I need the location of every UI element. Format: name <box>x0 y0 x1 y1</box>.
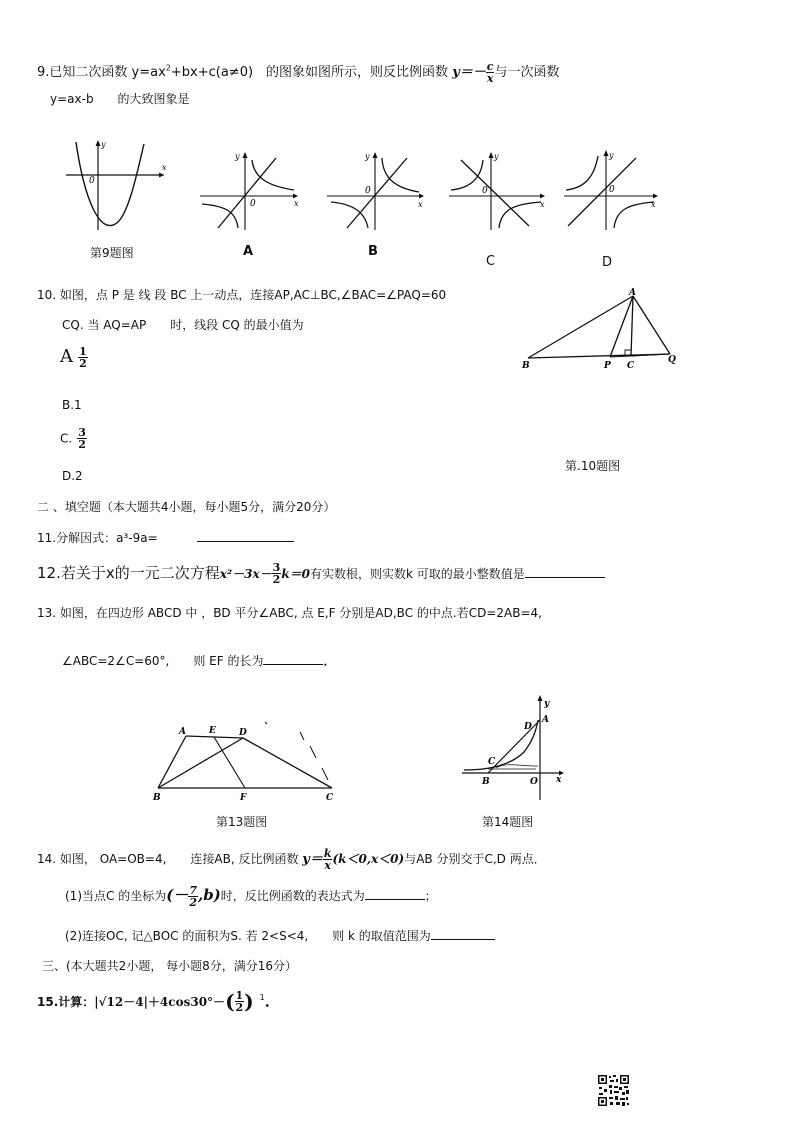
q14-fig-caption: 第14题图 <box>482 815 534 829</box>
q15-expr: |√12－4|＋4cos30°－ <box>94 995 226 1009</box>
q10-option-d: D.2 <box>62 469 83 483</box>
q15-prefix: 15.计算： <box>37 995 95 1009</box>
q12-prefix: 12.若关于x的一元二次方程 <box>37 564 220 582</box>
q9-option-a-label: A <box>243 244 254 259</box>
svg-text:B: B <box>153 793 161 803</box>
svg-text:y: y <box>365 152 370 161</box>
svg-text:0: 0 <box>482 186 488 196</box>
q14-line1-text: 14. 如图， OA=OB=4, 连接AB, 反比例函数 <box>37 852 299 866</box>
q10-option-a-frac: $\frac{1}{2}$ <box>79 345 87 370</box>
q11-line <box>37 529 294 546</box>
q15-sup: 1 <box>259 992 265 1002</box>
svg-text:F: F <box>240 793 247 803</box>
svg-text:A: A <box>629 288 636 298</box>
q13-line2-text: ∠ABC=2∠C=60°, 则 EF 的长为 <box>62 654 264 668</box>
q9-prefix: 9.已知二次函数 y=ax <box>37 65 166 80</box>
q14-sub1-coord-pre: (－ <box>166 886 189 904</box>
svg-text:D: D <box>239 728 247 738</box>
q15-line: 15.计算：|√12－4|＋4cos30°－( $\frac{1}{2}$ ) $^1$． <box>37 989 281 1014</box>
svg-text:0: 0 <box>250 199 256 209</box>
q9-option-c-graph <box>447 150 551 232</box>
q10-option-a <box>60 346 88 369</box>
q14-sub1-text: (1)当点C 的坐标为 <box>65 889 167 903</box>
svg-text:A: A <box>179 727 186 737</box>
q14-line1-end: 与AB 分别交于C,D 两点． <box>404 852 546 866</box>
q14-sub1-coord-post: ,b) <box>197 886 221 904</box>
q9-sup: 2 <box>165 63 171 73</box>
q14-sub1-end: ； <box>424 889 437 903</box>
svg-text:C: C <box>488 757 496 767</box>
q13-figure <box>152 718 342 804</box>
q14-sub2-blank[interactable] <box>431 927 495 940</box>
svg-text:Q: Q <box>668 355 676 365</box>
svg-text:x: x <box>540 200 545 209</box>
svg-text:E: E <box>209 726 216 736</box>
section2-title: 二 、填空题（本大题共4小题，每小题5分，满分20分） <box>37 500 336 514</box>
svg-text:x: x <box>294 199 299 208</box>
svg-text:B: B <box>522 361 530 371</box>
q14-sub1-blank[interactable] <box>365 887 425 900</box>
q14-func-cond: (k＜0,x＜0) <box>332 852 405 866</box>
q9-option-a-graph <box>198 150 304 232</box>
q10-figure <box>520 288 685 378</box>
q12-answer-blank[interactable] <box>525 565 605 578</box>
q14-line1 <box>37 848 546 871</box>
q11-text: 11.分解因式：a³-9a= <box>37 531 158 545</box>
q9-line1 <box>37 61 559 84</box>
svg-text:y: y <box>101 140 106 149</box>
svg-text:C: C <box>326 793 334 803</box>
q12-suffix: 有实数根，则实数k 可取的最小整数值是 <box>309 567 525 581</box>
svg-text:B: B <box>482 777 490 787</box>
q14-func-lhs: y＝ <box>302 852 323 867</box>
section3-title: 三、(本大题共2小题， 每小题8分，满分16分） <box>42 959 298 973</box>
q14-sub2 <box>65 927 495 944</box>
q14-sub1-text2: 时，反比例函数的表达式为 <box>220 889 365 903</box>
svg-text:A: A <box>542 715 549 725</box>
svg-text:C: C <box>627 361 635 371</box>
svg-text:y: y <box>494 152 499 161</box>
q9-parabola-figure <box>62 138 172 234</box>
q10-line2: CQ. 当 AQ=AP 时，线段 CQ 的最小值为 <box>62 318 304 332</box>
q9-func-frac: $\frac{c}{x}$ <box>486 60 494 85</box>
q14-sub2-text: (2)连接OC, 记△BOC 的面积为S. 若 2<S<4, 则 k 的取值范围为 <box>65 929 431 943</box>
svg-text:y: y <box>609 151 614 160</box>
svg-text:0: 0 <box>89 176 95 186</box>
q9-fig-parabola <box>76 142 144 226</box>
q10-option-a-label: A <box>60 346 73 367</box>
q9-option-c-label: C <box>486 254 496 269</box>
svg-text:x: x <box>556 775 562 785</box>
q13-answer-blank[interactable] <box>263 652 323 665</box>
q11-answer-blank[interactable] <box>197 529 294 542</box>
svg-text:D: D <box>524 722 532 732</box>
svg-text:x: x <box>418 200 423 209</box>
q9-func-lhs: y＝－ <box>452 65 486 80</box>
q15-frac: $\frac{1}{2}$ <box>235 989 244 1014</box>
q12-line <box>37 562 605 585</box>
q10-option-c-label: C. <box>60 431 73 446</box>
q10-fig-caption: 第.10题图 <box>565 459 621 473</box>
q10-line1: 10. 如图，点 P 是 线 段 BC 上一动点，连接AP,AC⊥BC,∠BAC=∠PAQ=60 <box>37 288 447 302</box>
q12-eq-a: x²－3x－ <box>219 567 272 581</box>
q9-option-b-label: B <box>368 244 378 259</box>
q10-option-c-frac: $\frac{3}{2}$ <box>78 426 86 451</box>
svg-text:x: x <box>162 163 167 172</box>
svg-text:O: O <box>530 777 538 787</box>
q14-sub1 <box>65 884 437 908</box>
q10-option-b: B.1 <box>62 398 82 412</box>
q9-fig-caption: 第9题图 <box>90 246 134 260</box>
q9-option-d-label: D <box>602 255 613 270</box>
svg-text:x: x <box>651 200 656 209</box>
q13-fig-caption: 第13题图 <box>216 815 268 829</box>
q14-figure <box>458 692 568 802</box>
svg-text:0: 0 <box>609 185 615 195</box>
svg-text:y: y <box>235 152 240 161</box>
q13-line1: 13. 如图，在四边形 ABCD 中 ，BD 平分∠ABC, 点 E,F 分别是AD,BC 的中点.若CD=2AB=4, <box>37 606 542 620</box>
q12-eq-b: k＝0 <box>281 567 310 581</box>
q9-suffix: 与一次函数 <box>494 65 560 80</box>
svg-text:P: P <box>604 361 611 371</box>
q9-option-b-graph <box>325 150 430 232</box>
q13-line2 <box>62 652 335 669</box>
q9-option-d-graph <box>562 148 662 232</box>
q13-line2-end: ． <box>323 654 336 668</box>
svg-text:0: 0 <box>365 186 371 196</box>
q9-mid: +bx+c(a≠0) 的图象如图所示，则反比例函数 <box>170 65 449 80</box>
q15-end: ． <box>264 991 281 1010</box>
svg-text:y: y <box>544 699 550 709</box>
q14-sub1-frac: $\frac{7}{2}$ <box>189 884 197 909</box>
q14-func-frac: $\frac{k}{x}$ <box>323 847 332 872</box>
q12-eq-frac: $\frac{3}{2}$ <box>272 561 281 586</box>
q10-option-c <box>60 427 87 450</box>
q9-line2: y=ax-b 的大致图象是 <box>50 92 190 106</box>
qr-code <box>597 1074 630 1107</box>
